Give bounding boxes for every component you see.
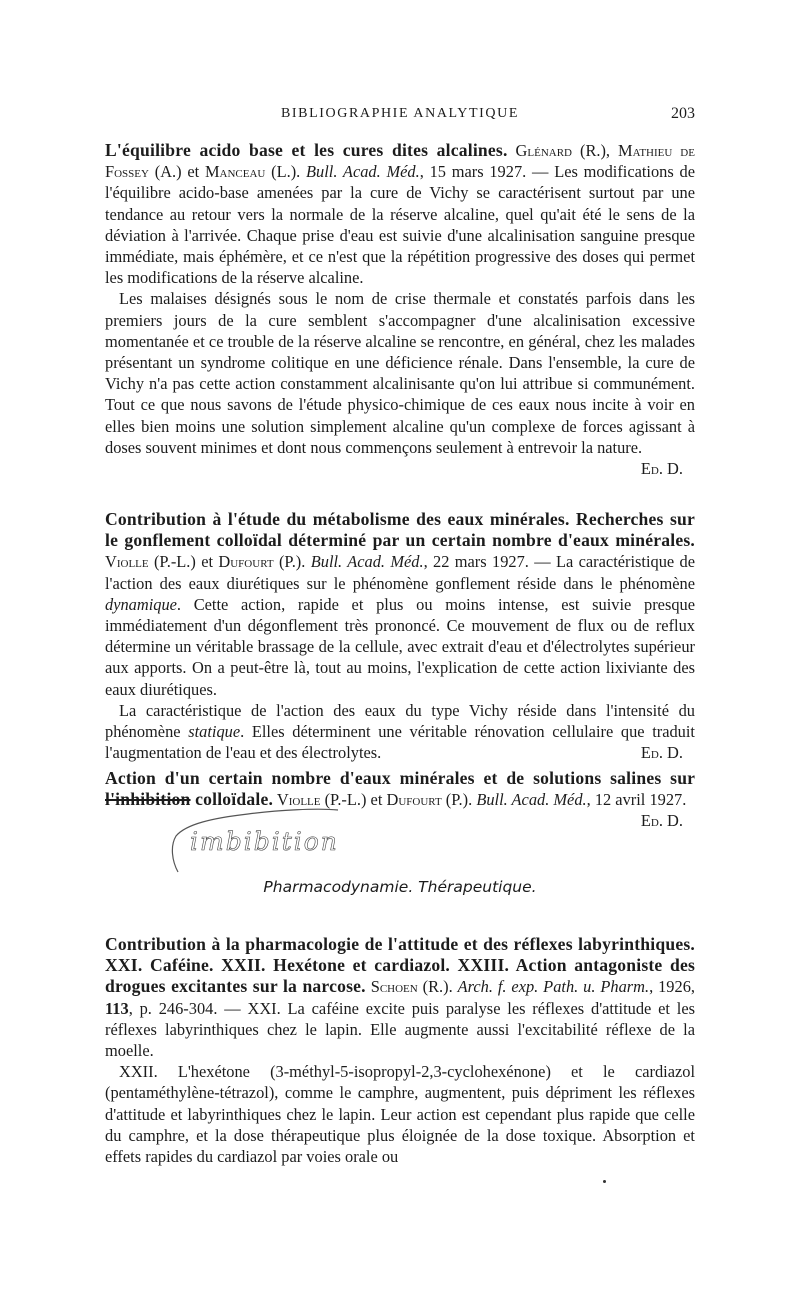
author-name: Mathieu de Fossey	[105, 141, 695, 182]
author-initials: (P.-L.) et	[148, 552, 219, 572]
author-name: Dufourt	[218, 552, 274, 572]
author-initials: (A.) et	[148, 162, 205, 182]
abstract-text: . Elles déterminent une véritable rénovation cellulaire que traduit l'augmentation de l'eau et des électrolytes.	[105, 722, 695, 763]
emphasized-term: dynamique	[105, 594, 177, 614]
author-name: Glénard	[515, 141, 572, 160]
publication-date: , 12 avril 1927.	[586, 790, 687, 810]
running-title: BIBLIOGRAPHIE ANALYTIQUE	[280, 106, 520, 121]
page-number: 203	[671, 105, 695, 122]
author-initials: (L.).	[265, 162, 307, 182]
author-name: Dufourt	[386, 790, 442, 810]
running-header	[105, 104, 695, 126]
author-initials: (P.-L.) et	[320, 790, 387, 810]
page-range: , p. 246-304. —	[128, 998, 241, 1018]
abstract-text: , 22 mars 1927. — La caractéristique de l'action des eaux diurétiques sur le phénomène gonflement réside dans le phénomène	[105, 552, 696, 593]
article-metabolism	[105, 509, 695, 763]
author-initials: (R.).	[417, 977, 458, 997]
journal-source: Bull. Acad. Méd.	[306, 162, 420, 182]
struck-word: l'inhibition	[105, 789, 191, 810]
abstract-paragraph: XXI. La caféine excite puis paralyse les réflexes d'attitude et les réflexes labyrinthiques chez le lapin. Elle augmente aussi l'excitabilité réflexe de la moelle.	[105, 998, 695, 1061]
article-title: colloïdale.	[190, 789, 274, 810]
abstract-paragraph: XXII. L'hexétone (3-méthyl-5-isopropyl-2,3-cyclohexénone) et le cardiazol (pentaméthylène-tétrazol), comme le camphre, augmentent, puis dépriment les réflexes d'attitude et labyrinthiques chez le lapin. Leur action est cependant plus rapide que celle du camphre, et la dose thérapeutique plus éloignée de la dose toxique. Absorption et effets rapides du cardiazol par voies orale ou	[105, 1062, 695, 1167]
author-initials: (P.).	[441, 790, 473, 810]
publication-date: , 1926,	[649, 977, 695, 997]
abstract-paragraph: Les malaises désignés sous le nom de crise thermale et constatés parfois dans les premiers jours de la cure semblent s'accompagner d'une alcalinisation excessive momentanée et ce trouble de la réserve alcaline se rencontre, en général, chez les malades présentant un syndrome colitique en une déficience rénale. Dans l'ensemble, la cure de Vichy n'a pas cette action constamment alcalinisante qu'on lui attribue si communément. Tout ce que nous savons de l'étude physico-chimique de ces eaux nous incite à voir en elles bien moins une solution simplement alcaline qu'un complexe de forces agissant à doses souvent minimes et dont nous commençons seulement à entrevoir la nature.	[105, 289, 695, 457]
article-title: Contribution à l'étude du métabolisme des eaux minérales. Recherches sur le gonflement colloïdal déterminé par un certain nombre d'eaux minérales.	[105, 509, 695, 551]
article-acid-base	[105, 140, 695, 479]
ink-speck	[603, 1180, 606, 1183]
reviewer-signature: Ed. D.	[640, 459, 683, 479]
journal-source: Bull. Acad. Méd.	[310, 552, 424, 572]
publication-date: , 15 mars 1927. —	[419, 162, 555, 182]
journal-source: Arch. f. exp. Path. u. Pharm.	[457, 977, 650, 997]
article-title: Contribution à la pharmacologie de l'attitude et des réflexes labyrinthiques. XXI. Caféine. XXII. Hexétone et cardiazol. XXIII. Action antagoniste des drogues excitantes sur la narcose.	[105, 934, 695, 997]
article-pharmacology	[105, 934, 695, 1167]
handwritten-annotation	[168, 806, 348, 876]
author-name: Manceau	[204, 162, 266, 182]
volume-number: 113	[105, 998, 129, 1018]
abstract-text: La caractéristique de l'action des eaux du type Vichy réside dans l'intensité du phénomène	[105, 700, 695, 742]
section-heading: Pharmacodynamie. Thérapeutique.	[263, 878, 537, 896]
article-title: L'équilibre acido base et les cures dites alcalines.	[105, 140, 508, 160]
reviewer-signature: Ed. D.	[640, 743, 683, 763]
article-title: Action d'un certain nombre d'eaux minérales et de solutions salines sur	[105, 768, 695, 788]
author-initials: (R.),	[572, 141, 619, 160]
emphasized-term: statique	[188, 722, 241, 742]
author-name: Violle	[273, 790, 321, 810]
abstract-text: . Cette action, rapide et plus ou moins intense, est suivie presque immédiatement d'un dégonflement très prononcé. Ce mouvement de flux ou de reflux détermine un véritable brassage de la cellule, avec extrait d'eau et d'électrolytes supérieur aux apports. On a peut-être là, tout au moins, l'explication de cette action lixiviante des eaux diurétiques.	[105, 594, 695, 699]
handwritten-word: imbibition	[190, 827, 339, 856]
abstract-paragraph: Les modifications de l'équilibre acido-base amenées par la cure de Vichy se caractérisent surtout par une tendance au retour vers la normale de la réserve alcaline, quel qu'ait été le sens de la déviation à l'arrivée. Chaque prise d'eau est suivie d'une alcalinisation sanguine presque immédiate, mais éphémère, et ce n'est que la répétition progressive des doses qui permet les modifications de la réserve alcaline.	[105, 162, 695, 288]
journal-source: Bull. Acad. Méd.	[476, 790, 587, 810]
author-name: Violle	[105, 552, 149, 572]
author-initials: (P.).	[273, 552, 311, 572]
author-name: Schoen	[365, 977, 418, 997]
reviewer-signature: Ed. D.	[640, 811, 683, 831]
handwriting-drawing	[168, 806, 348, 876]
